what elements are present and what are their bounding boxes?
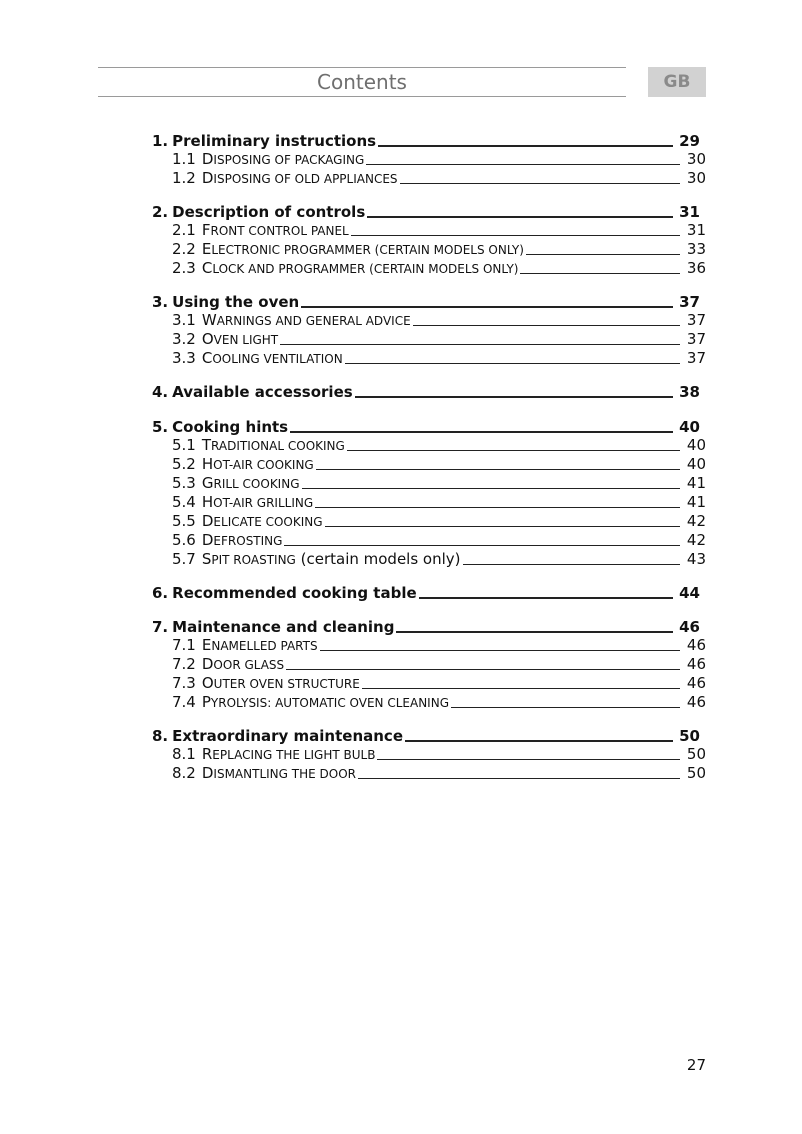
toc-subsection-entry[interactable] [172,474,706,494]
toc-subsection-smallcaps: RILL COOKING [213,477,300,491]
toc-leader-line [463,564,680,565]
toc-leader-line [520,273,680,274]
toc-subsection-smallcaps: PIT ROASTING [211,553,296,567]
toc-section-entry[interactable] [152,203,700,222]
toc-leader-line [347,450,680,451]
toc-section-number: 2. [152,203,169,221]
toc-subsection-page: 36 [686,259,706,277]
toc-subsection-number: 7.1 [172,636,196,654]
toc-subsection-entry[interactable] [172,240,706,260]
toc-subsection-smallcaps: YROLYSIS: AUTOMATIC OVEN CLEANING [210,696,449,710]
toc-subsection-title [202,474,300,494]
toc-leader-line [280,344,680,345]
toc-leader-line [419,597,673,599]
toc-subsection-initial: D [201,169,214,187]
toc-leader-line [396,631,673,633]
toc-subsection-smallcaps: RADITIONAL COOKING [211,439,345,453]
toc-leader-line [451,707,680,708]
toc-subsection-number: 1.2 [172,169,196,187]
toc-section-number: 8. [152,727,169,745]
toc-section-entry[interactable] [152,132,700,151]
toc-subsection-initial: W [201,311,217,329]
toc-leader-line [290,431,673,433]
toc-subsection-number: 3.2 [172,330,196,348]
toc-subsection-page: 37 [686,330,706,348]
toc-leader-line [358,778,680,779]
toc-subsection-initial: D [201,150,214,168]
toc-subsection-initial: G [201,474,214,492]
toc-section-page: 37 [679,293,700,311]
toc-subsection-title [202,512,323,532]
toc-subsection-number: 5.4 [172,493,196,511]
toc-subsection-initial: H [201,455,214,473]
toc-subsection-page: 46 [686,693,706,711]
toc-subsection-number: 2.3 [172,259,196,277]
toc-leader-line [351,235,680,236]
toc-section-title: Extraordinary maintenance [172,727,403,745]
toc-subsection-page: 50 [686,745,706,763]
toc-subsection-entry[interactable] [172,764,706,784]
toc-subsection-entry[interactable] [172,745,706,765]
toc-subsection-number: 8.1 [172,745,196,763]
toc-subsection-number: 7.3 [172,674,196,692]
toc-subsection-page: 40 [686,455,706,473]
toc-subsection-page: 43 [686,550,706,568]
toc-subsection-entry[interactable] [172,493,706,513]
toc-section-entry[interactable] [152,584,700,603]
toc-leader-line [302,488,681,489]
page-title: Contents [317,70,407,94]
toc-subsection-initial: O [201,330,214,348]
toc-leader-line [286,669,680,670]
toc-section-title: Cooking hints [172,418,289,436]
toc-subsection-number: 5.6 [172,531,196,549]
toc-leader-line [405,740,673,742]
toc-subsection-initial: C [201,349,213,367]
toc-subsection-title [202,764,356,784]
toc-subsection-page: 37 [686,311,706,329]
toc-subsection-initial: D [201,512,214,530]
toc-subsection-title [202,655,284,675]
toc-section-entry[interactable] [152,727,700,746]
toc-subsection-entry[interactable] [172,531,706,551]
toc-subsection-page: 46 [686,655,706,673]
toc-section-title: Using the oven [172,293,300,311]
toc-leader-line [355,396,673,398]
toc-subsection-smallcaps: EPLACING THE LIGHT BULB [212,748,376,762]
toc-subsection-title [202,349,343,369]
toc-section-page: 38 [679,383,700,401]
toc-subsection-initial: D [201,531,214,549]
toc-leader-line [320,650,680,651]
toc-subsection-number: 3.1 [172,311,196,329]
toc-subsection-number: 2.2 [172,240,196,258]
toc-subsection-entry[interactable] [172,550,706,570]
toc-leader-line [378,145,673,147]
toc-subsection-initial: E [201,240,212,258]
toc-subsection-number: 7.2 [172,655,196,673]
toc-subsection-entry[interactable] [172,330,706,350]
toc-subsection-entry[interactable] [172,455,706,475]
toc-subsection-smallcaps: ISPOSING OF OLD APPLIANCES [213,172,398,186]
toc-subsection-number: 5.7 [172,550,196,568]
toc-subsection-initial: S [201,550,212,568]
toc-subsection-number: 3.3 [172,349,196,367]
toc-subsection-title [202,493,313,513]
toc-subsection-smallcaps: RONT CONTROL PANEL [210,224,349,238]
toc-section-title: Preliminary instructions [172,132,377,150]
toc-subsection-entry[interactable] [172,311,706,331]
toc-subsection-page: 42 [686,531,706,549]
toc-section-number: 7. [152,618,169,636]
toc-subsection-smallcaps: UTER OVEN STRUCTURE [213,677,360,691]
toc-leader-line [315,507,680,508]
toc-subsection-page: 50 [686,764,706,782]
toc-subsection-initial: O [201,674,214,692]
toc-subsection-title [202,259,519,279]
toc-subsection-title [202,311,411,331]
toc-leader-line [526,254,680,255]
toc-subsection-entry[interactable] [172,693,706,713]
toc-subsection-number: 5.3 [172,474,196,492]
toc-subsection-entry[interactable] [172,636,706,656]
toc-subsection-smallcaps: ISPOSING OF PACKAGING [213,153,365,167]
toc-section-title: Available accessories [172,383,353,401]
toc-subsection-number: 5.1 [172,436,196,454]
toc-subsection-page: 31 [686,221,706,239]
toc-subsection-smallcaps: NAMELLED PARTS [211,639,318,653]
toc-subsection-title [202,745,376,765]
toc-subsection-entry[interactable] [172,436,706,456]
toc-subsection-title [202,674,360,694]
toc-subsection-number: 1.1 [172,150,196,168]
toc-subsection-title [202,240,524,260]
toc-section-number: 1. [152,132,169,150]
toc-subsection-title [202,550,461,570]
toc-subsection-initial: D [201,655,214,673]
toc-subsection-smallcaps: ELICATE COOKING [213,515,323,529]
toc-subsection-title [202,150,364,170]
toc-subsection-entry[interactable] [172,512,706,532]
toc-subsection-entry[interactable] [172,674,706,694]
toc-section-number: 3. [152,293,169,311]
toc-subsection-title [202,693,449,713]
toc-section-title: Maintenance and cleaning [172,618,395,636]
toc-subsection-initial: T [201,436,212,454]
toc-subsection-title [202,169,398,189]
toc-subsection-title [202,531,283,551]
toc-subsection-initial: D [201,764,214,782]
toc-section-page: 50 [679,727,700,745]
toc-subsection-smallcaps: LOCK AND PROGRAMMER (CERTAIN MODELS ONLY) [212,262,519,276]
toc-subsection-smallcaps: OT-AIR COOKING [213,458,314,472]
toc-leader-line [400,183,680,184]
toc-subsection-title [202,636,318,656]
page-number: 27 [686,1056,706,1074]
toc-subsection-number: 5.2 [172,455,196,473]
toc-leader-line [316,469,680,470]
toc-subsection-title [202,330,278,350]
toc-subsection-page: 30 [686,169,706,187]
toc-subsection-initial: E [201,636,212,654]
toc-subsection-number: 5.5 [172,512,196,530]
toc-leader-line [325,526,680,527]
toc-subsection-title [202,436,345,456]
toc-subsection-initial: H [201,493,214,511]
toc-section-title: Recommended cooking table [172,584,417,602]
toc-subsection-suffix: (certain models only) [295,550,461,568]
toc-section-number: 4. [152,383,169,401]
toc-subsection-initial: P [201,693,211,711]
toc-subsection-page: 33 [686,240,706,258]
toc-subsection-entry[interactable] [172,150,706,170]
toc-subsection-title [202,455,314,475]
toc-leader-line [345,363,680,364]
toc-leader-line [301,306,673,308]
toc-subsection-initial: R [201,745,213,763]
toc-subsection-entry[interactable] [172,169,706,189]
toc-subsection-initial: C [201,259,213,277]
toc-subsection-smallcaps: OOR GLASS [213,658,285,672]
toc-subsection-entry[interactable] [172,259,706,279]
toc-subsection-entry[interactable] [172,655,706,675]
toc-subsection-smallcaps: LECTRONIC PROGRAMMER (CERTAIN MODELS ONLY) [211,243,524,257]
toc-subsection-page: 40 [686,436,706,454]
toc-section-page: 46 [679,618,700,636]
toc-subsection-page: 37 [686,349,706,367]
toc-leader-line [413,325,680,326]
toc-section-number: 5. [152,418,169,436]
toc-subsection-smallcaps: ISMANTLING THE DOOR [213,767,356,781]
language-badge: GB [648,67,706,97]
toc-leader-line [366,164,680,165]
toc-leader-line [284,545,680,546]
toc-subsection-page: 46 [686,636,706,654]
toc-leader-line [377,759,680,760]
toc-section-entry[interactable] [152,418,700,437]
toc-section-entry[interactable] [152,293,700,312]
toc-subsection-entry[interactable] [172,349,706,369]
toc-subsection-page: 42 [686,512,706,530]
toc-subsection-number: 7.4 [172,693,196,711]
toc-leader-line [367,216,673,218]
toc-subsection-initial: F [201,221,211,239]
toc-subsection-title [202,221,349,241]
toc-subsection-entry[interactable] [172,221,706,241]
toc-subsection-smallcaps: OT-AIR GRILLING [213,496,314,510]
toc-subsection-page: 41 [686,493,706,511]
toc-leader-line [362,688,680,689]
toc-subsection-page: 41 [686,474,706,492]
toc-subsection-smallcaps: VEN LIGHT [213,333,279,347]
toc-section-page: 31 [679,203,700,221]
toc-section-page: 40 [679,418,700,436]
toc-section-entry[interactable] [152,383,700,402]
toc-subsection-smallcaps: EFROSTING [213,534,283,548]
toc-section-number: 6. [152,584,169,602]
toc-subsection-page: 30 [686,150,706,168]
toc-subsection-number: 2.1 [172,221,196,239]
toc-section-title: Description of controls [172,203,366,221]
toc-section-page: 44 [679,584,700,602]
toc-subsection-smallcaps: ARNINGS AND GENERAL ADVICE [216,314,411,328]
toc-subsection-page: 46 [686,674,706,692]
toc-section-page: 29 [679,132,700,150]
toc-section-entry[interactable] [152,618,700,637]
toc-subsection-smallcaps: OOLING VENTILATION [212,352,343,366]
toc-subsection-number: 8.2 [172,764,196,782]
